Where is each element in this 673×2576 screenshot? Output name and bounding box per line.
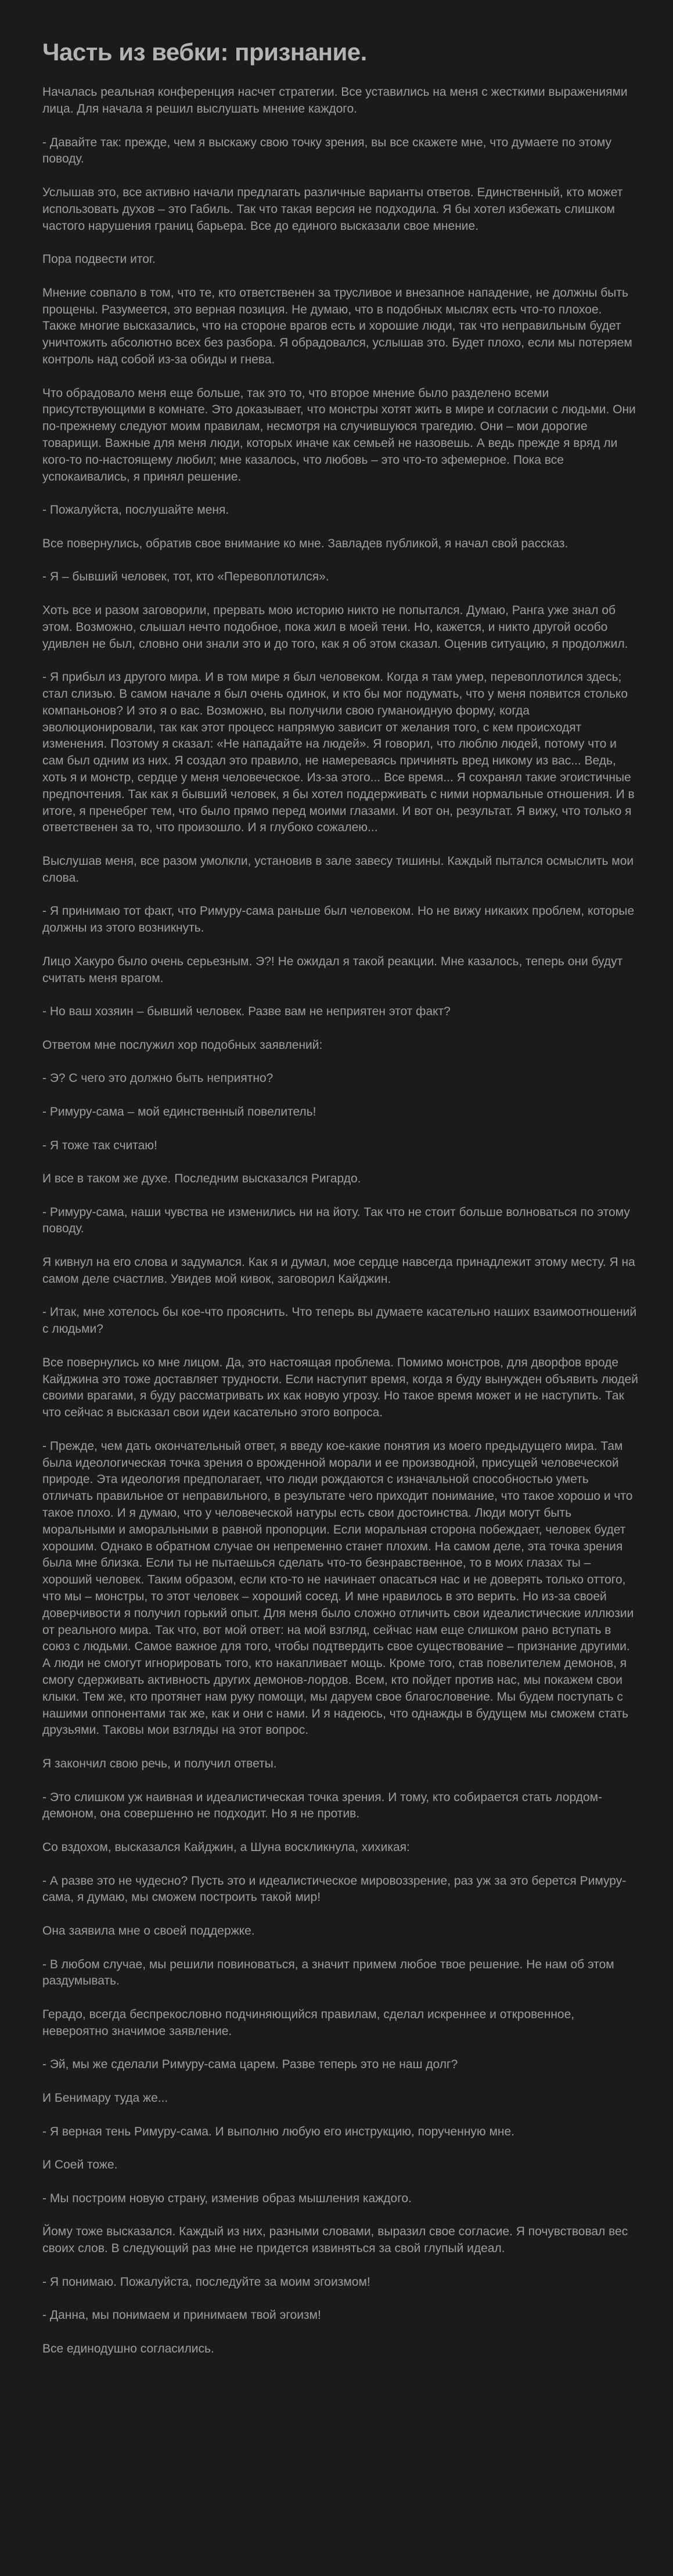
paragraph: И Бенимару туда же... — [42, 2091, 168, 2105]
paragraph: И Соей тоже. — [42, 2158, 118, 2172]
paragraph: - Я принимаю тот факт, что Римуру-сама раньше был человеком. Но не вижу никаких проблем, которые должны из этого возникнуть. — [42, 904, 635, 935]
paragraph: - Римуру-сама – мой единственный повелитель! — [42, 1105, 316, 1119]
paragraph: И все в таком же духе. Последним высказался Ригардо. — [42, 1172, 361, 1186]
paragraph: Йому тоже высказался. Каждый из них, разными словами, выразил свое согласие. Я почувствовал вес своих слов. В следующий раз мне не придется извиняться за свой глупый идеал. — [42, 2225, 628, 2256]
paragraph: - Но ваш хозяин – бывший человек. Разве вам не неприятен этот факт? — [42, 1005, 451, 1019]
paragraph: - Итак, мне хотелось бы кое-что прояснить. Что теперь вы думаете касательно наших взаимоотношений с людьми? — [42, 1305, 637, 1336]
paragraph: Герадо, всегда беспрекословно подчиняющийся правилам, сделал искреннее и откровенное, невероятно значимое заявление. — [42, 2007, 575, 2038]
paragraph: - Давайте так: прежде, чем я выскажу свою точку зрения, вы все скажете мне, что думаете по этому поводу. — [42, 135, 612, 166]
chapter-title: Часть из вебки: признание. — [42, 38, 367, 66]
paragraph: Хоть все и разом заговорили, прервать мою историю никто не попытался. Думаю, Ранга уже знал об этом. Возможно, слышал нечто подобное, пока жил в моей тени. Но, кажется, и никто другой особо удивлен не был, словно они знали это и до того, как я об этом сказал. Оценив ситуацию, я продолжил. — [42, 604, 628, 651]
paragraph: Я закончил свою речь, и получил ответы. — [42, 1756, 277, 1770]
paragraph: - Я понимаю. Пожалуйста, последуйте за моим эгоизмом! — [42, 2275, 370, 2289]
paragraph: - А разве это не чудесно? Пусть это и идеалистическое мировоззрение, раз уж за это берется Римуру-сама, я думаю, мы сможем построить такой мир! — [42, 1874, 627, 1904]
paragraph: - Данна, мы понимаем и принимаем твой эгоизм! — [42, 2308, 321, 2322]
chapter-text — [42, 84, 639, 2357]
paragraph: Услышав это, все активно начали предлагать различные варианты ответов. Единственный, кто может использовать духов – это Габиль. Так что такая версия не подходила. Я бы хотел избежать слишком частого нарушения границ барьера. Все до единого высказали свое мнение. — [42, 186, 623, 233]
paragraph: Все единодушно согласились. — [42, 2342, 214, 2355]
paragraph: - Римуру-сама, наши чувства не изменились ни на йоту. Так что не стоит больше волноваться по этому поводу. — [42, 1205, 630, 1236]
paragraph: - Мы построим новую страну, изменив образ мышления каждого. — [42, 2191, 412, 2205]
paragraph: - Прежде, чем дать окончательный ответ, я введу кое-какие понятия из моего предыдущего мира. Там была идеологическая точка зрения о врожденной морали и ее производной, присущей человеческой природе. Эта идеология предполагает, что люди рождаются с изначальной способностью уметь отличать правильное от неправильного, в результате чего приходит понимание, что такое хорошо и что такое плохо. И я думаю, что у человеческой натуры есть свои достоинства. Люди могут быть моральными и аморальными в равной пропорции. Если моральная сторона побеждает, человек будет хорошим. Однако в обратном случае он непременно станет плохим. На самом деле, эта точка зрения была мне близка. Если ты не пытаешься сделать что-то безнравственное, то в моих глазах ты – хороший человек. Таким образом, если кто-то не начинает опасаться нас и не доверять только оттого, что мы – монстры, то этот человек – хороший сосед. И мне нравилось в это верить. Но из-за своей доверчивости я получил горький опыт. Для меня было сложно отличить свои идеалистические иллюзии от реального мира. Так что, вот мой ответ: на мой взгляд, сейчас нам еще слишком рано вступать в союз с людьми. Самое важное для того, чтобы подтвердить свое существование – признание другими. А люди не смогут игнорировать того, кто накапливает мощь. Кроме того, став повелителем демонов, я смогу сдерживать активность других демонов-лордов. Всем, кто пойдет против нас, мы покажем свои клыки. Тем же, кто протянет нам руку помощи, мы даруем свое благословение. Мы будем поступать с нашими оппонентами так же, как и они с нами. И я надеюсь, что однажды в будущем мы сможем стать друзьями. Таковы мои взгляды на этот вопрос. — [42, 1439, 634, 1737]
paragraph: Мнение совпало в том, что те, кто ответственен за трусливое и внезапное нападение, не должны быть прощены. Разумеется, это верная позиция. Не думаю, что в подобных мыслях есть что-то плохое. Также многие высказались, что на стороне врагов есть и хорошие люди, так что неправильным будет уничтожить абсолютно всех без разбора. Я обрадовался, услышав это. Будет плохо, если мы потеряем контроль над собой из-за обиды и гнева. — [42, 286, 632, 367]
paragraph: Что обрадовало меня еще больше, так это то, что второе мнение было разделено всеми присутствующими в комнате. Это доказывает, что монстры хотят жить в мире и согласии с людьми. Они по-прежнему следуют моим правилам, несмотря на случившуюся трагедию. Они – мои дорогие товарищи. Важные для меня люди, которых иначе как семьей не назовешь. А ведь прежде я вряд ли кого-то по-настоящему любил; мне казалось, что любовь – это что-то эфемерное. Пока все успокаивались, я принял решение. — [42, 386, 636, 484]
paragraph: - Это слишком уж наивная и идеалистическая точка зрения. И тому, кто собирается стать лордом-демоном, она совершенно не подходит. Но я не против. — [42, 1790, 603, 1821]
paragraph: Все повернулись, обратив свое внимание ко мне. Завладев публикой, я начал свой рассказ. — [42, 536, 568, 550]
paragraph: - В любом случае, мы решили повиноваться, а значит примем любое твое решение. Не нам об этом раздумывать. — [42, 1957, 614, 1988]
paragraph: Выслушав меня, все разом умолкли, установив в зале завесу тишины. Каждый пытался осмыслить мои слова. — [42, 854, 634, 885]
paragraph: Лицо Хакуро было очень серьезным. Э?! Не ожидал я такой реакции. Мне казалось, теперь они будут считать меня врагом. — [42, 954, 623, 985]
paragraph: Ответом мне послужил хор подобных заявлений: — [42, 1038, 323, 1052]
paragraph: Началась реальная конференция насчет стратегии. Все уставились на меня с жесткими выражениями лица. Для начала я решил выслушать мнение каждого. — [42, 85, 628, 116]
paragraph: - Я тоже так считаю! — [42, 1138, 157, 1152]
paragraph: Со вздохом, высказался Кайджин, а Шуна воскликнула, хихикая: — [42, 1840, 410, 1854]
paragraph: - Я верная тень Римуру-сама. И выполню любую его инструкцию, порученную мне. — [42, 2124, 515, 2138]
paragraph: - Эй, мы же сделали Римуру-сама царем. Разве теперь это не наш долг? — [42, 2058, 458, 2072]
paragraph: Я кивнул на его слова и задумался. Как я и думал, мое сердце навсегда принадлежит этому месту. Я на самом деле счастлив. Увидев мой кивок, заговорил Кайджин. — [42, 1255, 635, 1286]
paragraph: - Я – бывший человек, тот, кто «Перевоплотился». — [42, 570, 329, 584]
paragraph: - Пожалуйста, послушайте меня. — [42, 503, 229, 517]
paragraph: Все повернулись ко мне лицом. Да, это настоящая проблема. Помимо монстров, для дворфов вроде Кайджина это тоже доставляет трудности. Если наступит время, когда я буду вынужден объявить людей своими врагами, я буду рассматривать их как новую угрозу. Но такое время может и не наступить. Так что сейчас я высказал свои идеи касательно этого вопроса. — [42, 1355, 638, 1420]
paragraph: Пора подвести итог. — [42, 252, 156, 266]
paragraph: - Я прибыл из другого мира. И в том мире я был человеком. Когда я там умер, перевоплотился здесь; стал слизью. В самом начале я был очень одинок, и кто бы мог подумать, что у меня появится столько компаньонов? И это я о вас. Возможно, вы получили свою гуманоидную форму, когда эволюционировали, так как этот процесс напрямую зависит от желания того, с кем происходят изменения. Поэтому я сказал: «Не нападайте на людей». Я говорил, что люблю людей, потому что и сам был одним из них. Я создал это правило, не намереваясь причинять вред никому из вас... Ведь, хоть я и монстр, сердце у меня человеческое. Из-за этого... Все время... Я сохранял такие эгоистичные предпочтения. Так как я бывший человек, я бы хотел поддерживать с ними нормальные отношения. И в итоге, я пренебрег тем, что было прямо перед моими глазами. И вот он, результат. Я вижу, что только я ответственен за то, что произошло. И я глубоко сожалею... — [42, 670, 635, 835]
paragraph: Она заявила мне о своей поддержке. — [42, 1924, 255, 1938]
paragraph: - Э? С чего это должно быть неприятно? — [42, 1071, 273, 1085]
